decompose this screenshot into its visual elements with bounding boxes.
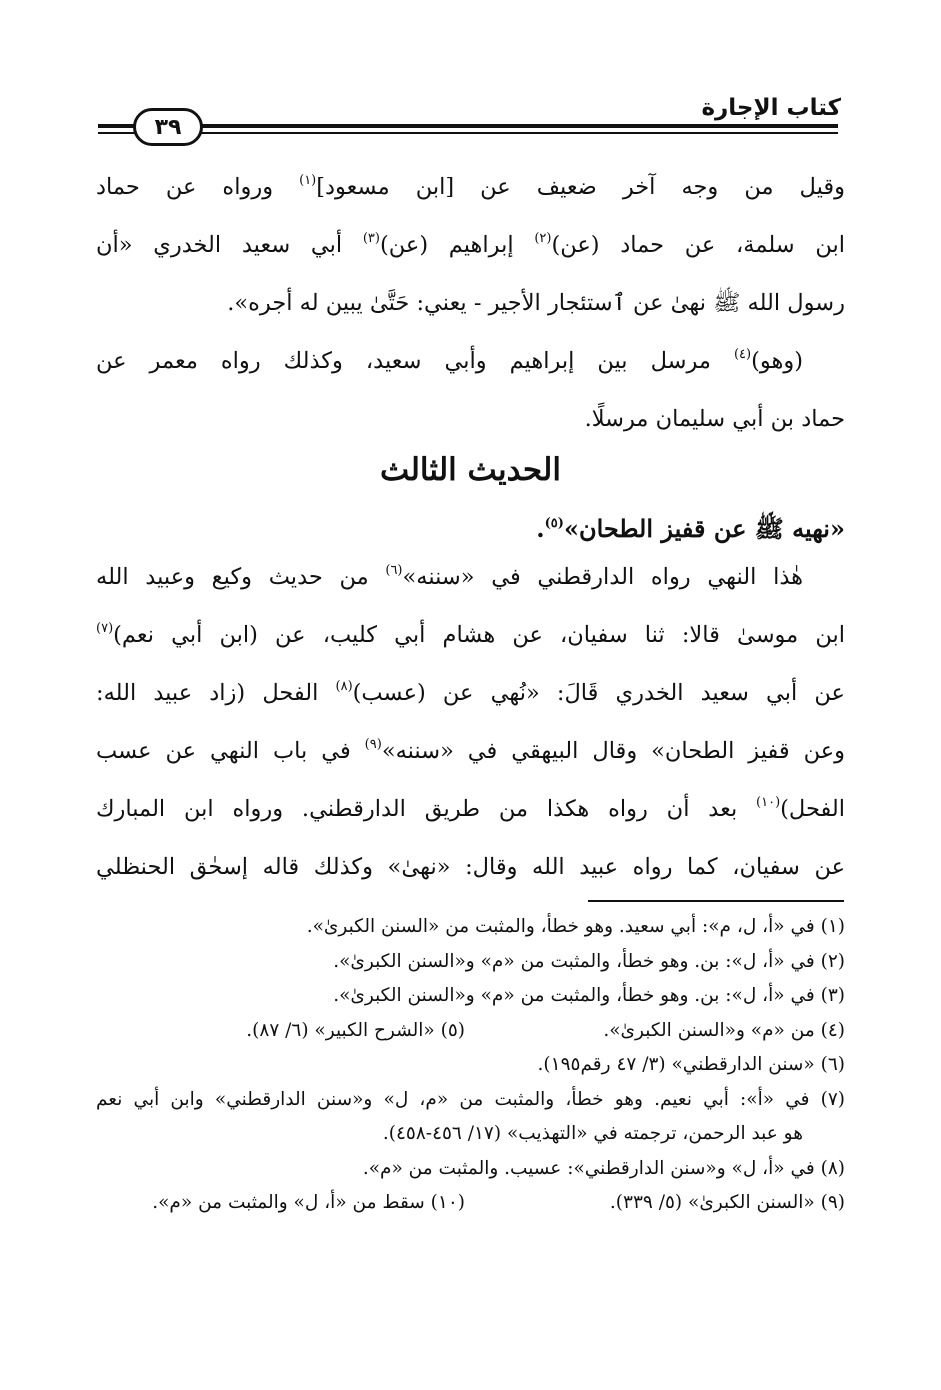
footnote-ref: (٤) (733, 347, 752, 362)
footnote-7-continued: هو عبد الرحمن، ترجمته في «التهذيب» (١٧/ ٤٥٦-٤٥٨). (382, 1123, 803, 1144)
text-line: حماد بن أبي سليمان مرسلًا. (584, 406, 845, 432)
footnote-5: (٥) «الشرح الكبير» (٦/ ٨٧). (246, 1019, 465, 1041)
text-line: عن أبي سعيد الخدري قَالَ: «نُهي عن (عسب)$^{(٨)}$ الفحل (زاد عبيد الله: (96, 679, 845, 706)
body-text-main (96, 548, 845, 896)
footnote-ref: (٥) (544, 516, 564, 531)
footnote-ref: (٩) (364, 737, 382, 752)
footnote-ref: (١٠) (756, 795, 781, 810)
footnote-4: (٤) من «م» و«السنن الكبرىٰ». (603, 1019, 845, 1041)
header-rule-thick (98, 124, 838, 128)
footnote-1: (١) في «أ، ل، م»: أبي سعيد. وهو خطأ، والمثبت من «السنن الكبرىٰ». (306, 916, 845, 937)
footnote-pair-9-10 (96, 1186, 845, 1221)
footnote-ref: (٣) (362, 231, 380, 246)
body-text-top (96, 158, 845, 448)
text-line: رسول الله ﷺ نهىٰ عن ٱستئجار الأجير - يعني: حَتَّىٰ يبين له أجره». (227, 290, 845, 316)
text-line: الفحل)$^{(١٠)}$ بعد أن رواه هكذا من طريق الدارقطني. ورواه ابن المبارك (96, 795, 845, 822)
text-line: هٰذا النهي رواه الدارقطني في «سننه»$^{(٦)}$ من حديث وكيع وعبيد الله (96, 563, 803, 590)
footnote-ref: (٢) (534, 231, 552, 246)
hadith-title: «نهيه ﷺ عن قفيز الطحان»$^{(٥)}$. (536, 514, 845, 543)
footnote-ref: (٨) (335, 679, 353, 694)
text-line: ابن سلمة، عن حماد (عن)$^{(٢)}$ إبراهيم (عن)$^{(٣)}$ أبي سعيد الخدري «أن (96, 231, 845, 258)
footnote-ref: (٧) (96, 621, 114, 636)
footnote-8: (٨) في «أ، ل» و«سنن الدارقطني»: عسيب. والمثبت من «م». (362, 1157, 845, 1179)
footnote-pair-4-5 (96, 1014, 845, 1049)
footnotes (96, 910, 845, 1221)
footnote-6: (٦) «سنن الدارقطني» (٣/ ٤٧ رقم١٩٥). (537, 1054, 845, 1075)
footnote-separator (588, 900, 844, 902)
page-number: ٣٩ (133, 108, 203, 146)
text-line: ابن موسىٰ قالا: ثنا سفيان، عن هشام أبي كليب، عن (ابن أبي نعم)$^{(٧)}$ (96, 621, 845, 648)
footnote-3: (٣) في «أ، ل»: بن. وهو خطأ، والمثبت من «م» و«السنن الكبرىٰ». (333, 985, 845, 1006)
text-line: (وهو)$^{(٤)}$ مرسل بين إبراهيم وأبي سعيد، وكذلك رواه معمر عن (96, 347, 803, 374)
header-rule-thin (98, 132, 838, 134)
running-header-title: كتاب الإجارة (701, 95, 841, 121)
footnote-10: (١٠) سقط من «أ، ل» والمثبت من «م». (152, 1192, 465, 1213)
text-line: عن سفيان، كما رواه عبيد الله وقال: «نهىٰ» وكذلك قاله إسحٰق الحنظلي (96, 854, 845, 880)
footnote-2: (٢) في «أ، ل»: بن. وهو خطأ، والمثبت من «م» و«السنن الكبرىٰ». (333, 950, 845, 972)
footnote-ref: (٦) (385, 563, 403, 578)
footnote-ref: (١) (299, 173, 317, 188)
footnote-9: (٩) «السنن الكبرىٰ» (٥/ ٣٣٩). (609, 1192, 845, 1213)
text-line: وعن قفيز الطحان» وقال البيهقي في «سننه»$^{(٩)}$ في باب النهي عن عسب (96, 737, 845, 764)
section-heading: الحديث الثالث (380, 452, 561, 488)
text-line: وقيل من وجه آخر ضعيف عن [ابن مسعود]$^{(١)}$ ورواه عن حماد (96, 173, 845, 200)
footnote-7: (٧) في «أ»: أبي نعيم. وهو خطأ، والمثبت من «م، ل» و«سنن الدارقطني» وابن أبي نعم (96, 1088, 845, 1110)
